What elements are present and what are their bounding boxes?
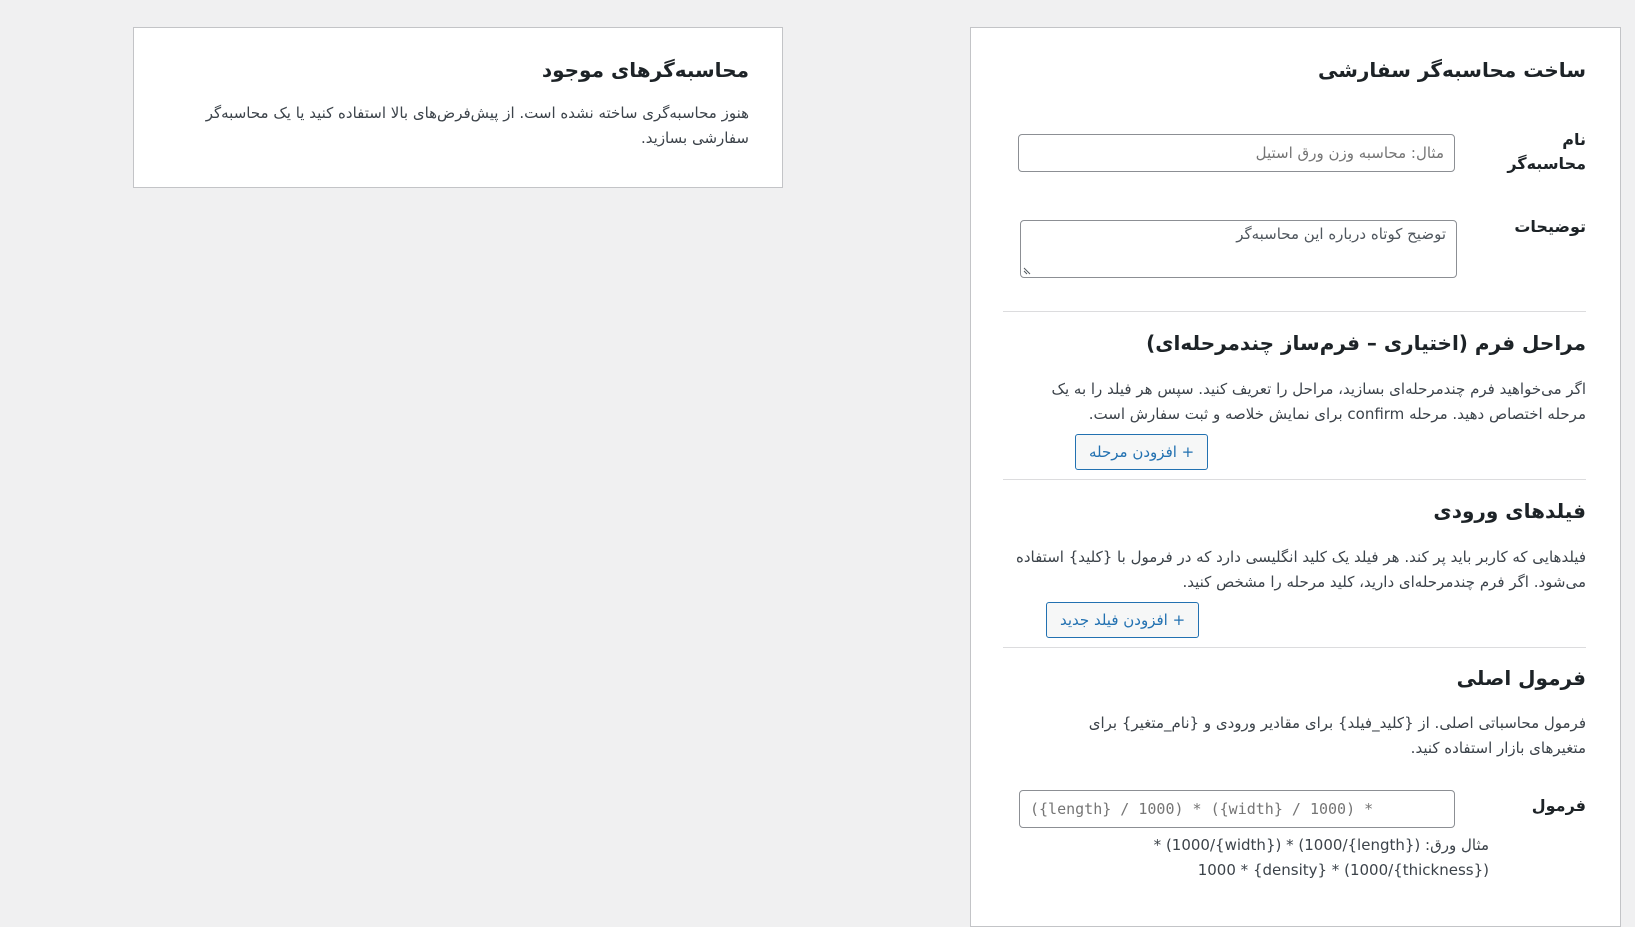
steps-section-title: مراحل فرم (اختیاری – فرم‌ساز چندمرحله‌ای) [1146, 331, 1586, 355]
description-textarea[interactable] [1020, 220, 1457, 278]
fields-section-description: فیلدهایی که کاربر باید پر کند. هر فیلد یک کلید انگلیسی دارد که در فرمول با {کلید} استفاده می‌شود. اگر فرم چندمرحله‌ای دارید، کلید مرحله را مشخص کنید. [1015, 548, 1586, 591]
divider [1003, 647, 1586, 648]
formula-section-title: فرمول اصلی [1456, 666, 1586, 690]
calculator-name-input[interactable] [1018, 134, 1455, 172]
formula-example-line1: مثال ورق: ({length}/1000) * ({width}/1000) * [1153, 836, 1489, 854]
formula-section-description: فرمول محاسباتی اصلی. از {کلید_فیلد} برای مقادیر ورودی و {نام_متغیر} برای متغیرهای بازار استفاده کنید. [1088, 714, 1586, 757]
add-field-button[interactable]: + افزودن فیلد جدید [1046, 602, 1199, 638]
existing-calculators-panel [133, 27, 783, 188]
existing-calculators-title: محاسبه‌گرهای موجود [541, 58, 749, 82]
empty-state-text: هنوز محاسبه‌گری ساخته نشده است. از پیش‌فرض‌های بالا استفاده کنید یا یک محاسبه‌گر سفارشی بسازید. [205, 104, 749, 147]
divider [1003, 311, 1586, 312]
description-label: توضیحات [1514, 217, 1586, 236]
add-step-button[interactable]: + افزودن مرحله [1075, 434, 1208, 470]
steps-section-description: اگر می‌خواهید فرم چندمرحله‌ای بسازید، مراحل را تعریف کنید. سپس هر فیلد را به یک مرحله اختصاص دهید. مرحله confirm برای نمایش خلاصه و ثبت سفارش است. [1051, 380, 1586, 423]
custom-calculator-builder-panel [970, 27, 1621, 927]
formula-input[interactable] [1019, 790, 1455, 828]
fields-section-title: فیلدهای ورودی [1433, 499, 1586, 523]
formula-label: فرمول [1531, 796, 1586, 815]
formula-example-line2: ({thickness}/1000) * {density} * 1000 [1197, 861, 1489, 879]
calculator-name-label: نام محاسبه‌گر [1507, 130, 1586, 173]
divider [1003, 479, 1586, 480]
builder-title: ساخت محاسبه‌گر سفارشی [1317, 58, 1586, 82]
resize-handle-icon[interactable] [1023, 267, 1031, 275]
description-placeholder: توضیح کوتاه درباره این محاسبه‌گر [1236, 225, 1446, 243]
